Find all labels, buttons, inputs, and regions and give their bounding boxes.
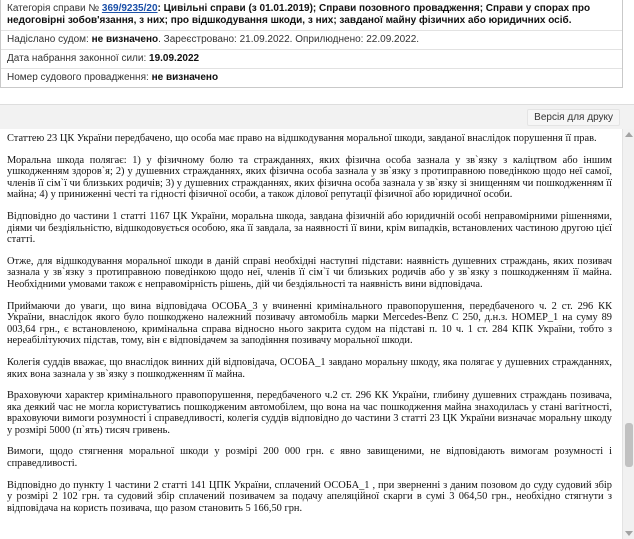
case-meta-panel (0, 0, 623, 88)
doc-paragraph: Моральна шкода полягає: 1) у фізичному болю та стражданнях, яких фізична особа зазнала у зв`язку з каліцтвом або іншим ушкодженням здоров`я; 2) у душевних стражданнях, яких фізична особа зазнала у зв`язку з протиправною поведінкою щодо неї самої, членів її сім`ї чи близьких родичів; 3) у душевних стражданнях, яких фізична особа зазнала у зв`язку зі знищенням чи пошкодженням її майна; 4) у приниженні честі та гідності фізичної особи, а також ділової репутації фізичної або юридичної особи. (7, 154, 612, 201)
document-body[interactable] (0, 129, 622, 539)
proceeding-label: Номер судового провадження: (7, 72, 149, 83)
doc-paragraph: Статтею 23 ЦК України передбачено, що особа має право на відшкодування моральної шкоди, завданої внаслідок порушення її прав. (7, 133, 597, 144)
doc-paragraph: Вимоги, щодо стягнення моральної шкоди у розмірі 200 000 грн. є явно завищеними, не відповідають вимогам розумності і справедливості. (7, 446, 612, 470)
category-label: Категорія справи № (7, 3, 100, 14)
doc-paragraph: Враховуючи характер кримінального правопорушення, передбаченого ч.2 ст. 296 КК України, глибину душевних страждань позивача, яка деякий час не могла користуватись пошкодженим автомобілем, що вона на час пошкодження майна знаходилась у стані вагітності, враховуючи вимоги розумності і справедливості, колегія суддів відповідно до частини 3 статті 23 ЦК України визначає моральну шкоду у розмірі 5000 (п`ять) тисяч гривень. (7, 390, 612, 436)
registered-text: . Зареєстровано: 21.09.2022. Оприлюднено: 22.09.2022. (158, 34, 420, 45)
sent-label: Надіслано судом: (7, 34, 89, 45)
proceeding-number-row (1, 69, 622, 87)
scroll-up-arrow-icon[interactable] (625, 132, 633, 137)
document-toolbar (0, 104, 634, 130)
scroll-down-arrow-icon[interactable] (625, 531, 633, 536)
doc-paragraph: Відповідно до частини 1 статті 1167 ЦК України, моральна шкода, завдана фізичній або юридичній особі неправомірними рішеннями, діями чи бездіяльністю, відшкодовується особою, яка її завдала, за наявності її вини, крім випадків, встановлених частиною другою цієї статті. (7, 210, 612, 246)
scroll-thumb[interactable] (625, 423, 633, 467)
case-number-link[interactable]: 369/9235/20 (101, 3, 158, 14)
category-value: : Цивільні справи (з 01.01.2019); Справи позовного провадження; Справи у спорах про недоговірні зобов'язання, з них; про відшкодування шкоди, з них; завданої майну фізичних або юридичних осіб. (7, 3, 591, 26)
doc-paragraph: Отже, для відшкодування моральної шкоди в даній справі необхідні наступні підстави: наявність душевних страждань, яких позивач зазнала у зв`язку з протиправною поведінкою щодо неї, членів її сім`ї чи близьких родичів або у зв`язку з пошкодженням її майна. Необхідними умовами також є неправомірність рішень, дій чи бездіяльності та наявність вини відповідача. (7, 255, 612, 290)
dates-row (1, 31, 622, 50)
sent-value: не визначено (91, 34, 159, 45)
print-version-button[interactable]: Версія для друку (527, 109, 620, 126)
doc-paragraph: Колегія суддів вважає, що внаслідок винних дій відповідача, ОСОБА_1 завдано моральну шкоду, яка полягає у душевних стражданнях, яких вона зазнала у зв`язку з пошкодженням її майна. (7, 356, 612, 380)
document-scrollbar[interactable] (622, 129, 634, 539)
case-category-row (1, 0, 622, 31)
doc-paragraph: Відповідно до пункту 1 частини 2 статті 141 ЦПК України, сплачений ОСОБА_1 , при зверненні з даним позовом до суду судовий збір у розмірі 2 102 грн. та судовий збір сплачений позивачем за подачу апеляційної скарги в сумі 3 064,50 грн., необхідно стягнути з відповідача на користь позивача, що разом становить 5 166,50 грн. (7, 479, 612, 514)
effective-label: Дата набрання законної сили: (7, 53, 147, 64)
doc-paragraph: Приймаючи до уваги, що вина відповідача ОСОБА_3 у вчиненні кримінального правопорушення, передбаченого ч. 2 ст. 296 КК України, внаслідок якого було пошкоджено належний позивачу автомобіль марки Mercedes-Benz C 250, д.н.з. НОМЕР_1 на суму 89 003,64 грн., є встановленою, кримінальна справа відносно нього закрита судом на підставі п. 10 ч. 1 ст. 284 КПК України, тобто з нереабілітуючих підстав, тому, він є відповідачем за заподіяння позивачу моральної шкоди. (7, 300, 612, 347)
effective-date-row (1, 50, 622, 69)
effective-value: 19.09.2022 (149, 53, 200, 64)
proceeding-value: не визначено (151, 72, 219, 83)
